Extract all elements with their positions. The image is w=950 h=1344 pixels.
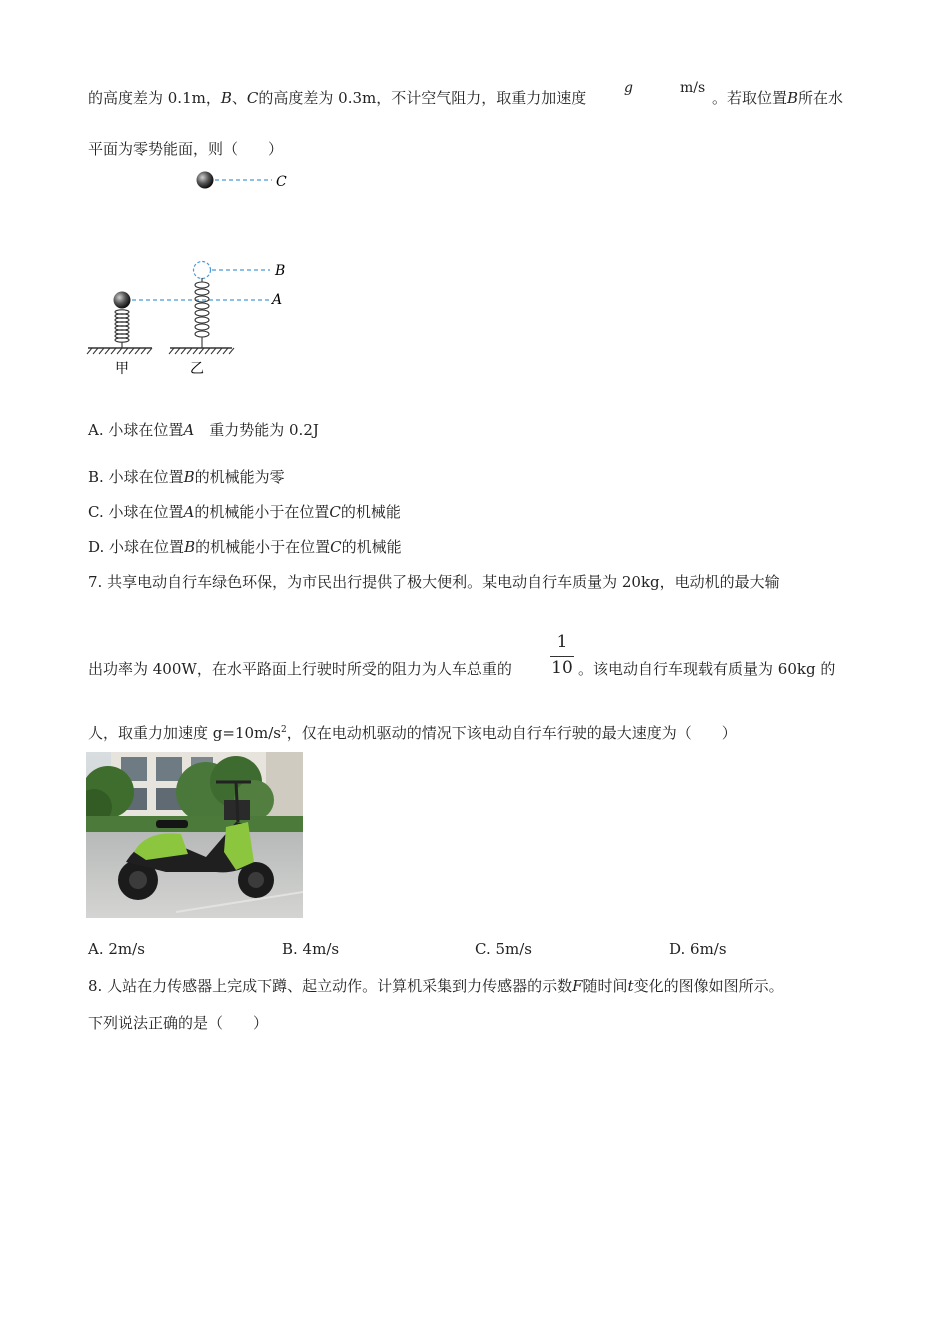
option-text: 的机械能小于在位置 [195, 538, 331, 556]
q7-choice-c: C. 5m/s [475, 940, 532, 958]
q7-choice-d: D. 6m/s [669, 940, 727, 958]
q6-line-1-tail [712, 88, 843, 108]
label-b: B [275, 263, 286, 279]
label-c: C [276, 174, 287, 190]
q6-option-b [88, 467, 285, 487]
q8-line-1 [88, 976, 784, 996]
label-jia: 甲 [115, 361, 129, 377]
fraction-numerator: 1 [556, 632, 568, 652]
option-text: 小球在位置 [108, 468, 184, 486]
option-letter: B. [88, 468, 104, 486]
q6-text: 所在水 [798, 89, 844, 107]
option-text: 的机械能 [340, 503, 401, 521]
var-t: t [627, 977, 634, 995]
option-text: 的机械能 [341, 538, 402, 556]
bike-photo [86, 752, 303, 918]
option-text: 小球在位置 [109, 538, 185, 556]
q8-text: 随时间 [582, 977, 628, 995]
ground-hatch-jia [87, 348, 152, 354]
q6-text: 、 [231, 89, 247, 107]
q6-line-1 [88, 88, 586, 108]
ball-c [197, 172, 214, 189]
var: C [329, 503, 341, 521]
var-f: F [572, 977, 583, 995]
ball-a [114, 292, 131, 309]
var: B [183, 468, 195, 486]
q8-text: 8. 人站在力传感器上完成下蹲、起立动作。计算机采集到力传感器的示数 [88, 977, 573, 995]
q6-option-c [88, 502, 401, 522]
ground-hatch-yi [169, 348, 234, 354]
spring-jia [115, 310, 129, 348]
q7-line-3 [88, 720, 737, 743]
var-b: B [220, 89, 232, 107]
unit-ms: m/s [680, 80, 706, 96]
var-g: g [624, 80, 633, 96]
superscript: 2 [281, 725, 287, 735]
q7-text: ，仅在电动机驱动的情况下该电动自行车行驶的最大速度为（ ） [286, 724, 737, 742]
label-yi: 乙 [190, 361, 204, 377]
spring-yi [195, 278, 209, 348]
option-text: 的机械能为零 [194, 468, 285, 486]
q7-text: 人，取重力加速度 g=10m/s [88, 724, 282, 742]
option-text: 的机械能小于在位置 [194, 503, 330, 521]
q7-choice-a: A. 2m/s [88, 940, 145, 958]
q6-option-d [88, 537, 402, 557]
option-text: 小球在位置 [108, 503, 184, 521]
var-b: B [787, 89, 799, 107]
q6-option-a [88, 420, 319, 440]
option-text: 重力势能为 0.2J [194, 421, 319, 439]
var: C [330, 538, 342, 556]
option-letter: D. [88, 538, 105, 556]
var: B [184, 538, 196, 556]
q8-line-2: 下列说法正确的是（ ） [88, 1014, 269, 1032]
q6-line-2: 平面为零势能面，则（ ） [88, 140, 284, 158]
label-a: A [272, 292, 283, 308]
ball-b-outline [194, 262, 211, 279]
option-text: 小球在位置 [108, 421, 184, 439]
var: A [183, 503, 195, 521]
q8-text: 变化的图像如图所示。 [633, 977, 784, 995]
option-letter: A. [88, 421, 104, 439]
q7-line-2b: 。该电动自行车现载有质量为 60kg 的 [578, 660, 836, 678]
fraction-denominator: 10 [551, 658, 573, 678]
var-c: C [246, 89, 259, 107]
q6-text: 的高度差为 0.1m， [88, 89, 221, 107]
var: A [183, 421, 195, 439]
q6-text: 。若取位置 [712, 89, 788, 107]
fraction-one-tenth [550, 632, 574, 679]
q7-line-1: 7. 共享电动自行车绿色环保，为市民出行提供了极大便利。某电动自行车质量为 20kg，电动机的最大输 [88, 573, 780, 591]
q7-choice-b: B. 4m/s [282, 940, 340, 958]
q7-line-2a: 出功率为 400W，在水平路面上行驶时所受的阻力为人车总重的 [88, 660, 512, 678]
q6-text: 的高度差为 0.3m，不计空气阻力，取重力加速度 [258, 89, 587, 107]
option-letter: C. [88, 503, 104, 521]
spring-figure [82, 165, 302, 385]
